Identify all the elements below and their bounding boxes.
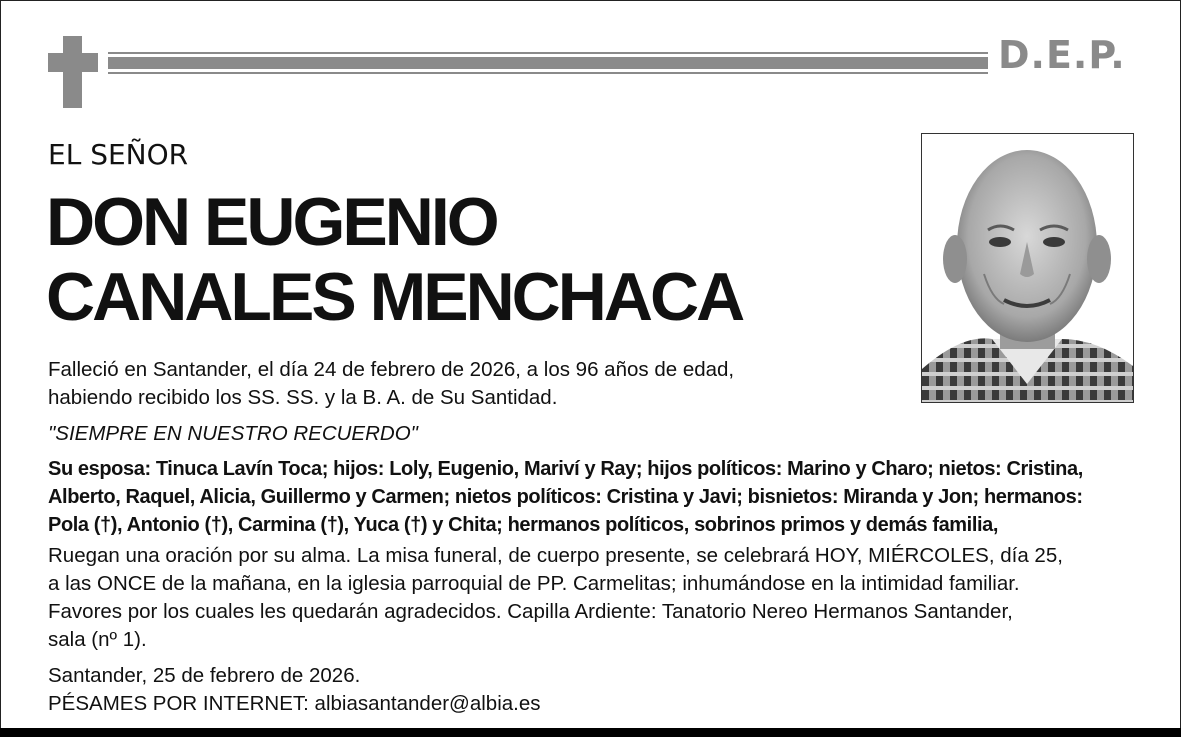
family-list [48, 455, 1083, 539]
ceremony-line: Favores por los cuales les quedarán agradecidos. Capilla Ardiente: Tanatorio Nereo Hermanos Santander, [48, 600, 1013, 623]
deceased-name [46, 184, 743, 338]
death-notice-line: habiendo recibido los SS. SS. y la B. A. de Su Santidad. [48, 386, 558, 409]
portrait-image [922, 134, 1133, 402]
name-line-2: CANALES MENCHACA [46, 259, 743, 335]
header-rule-fill [108, 57, 988, 69]
name-line-1: DON EUGENIO [46, 184, 497, 260]
family-line: Su esposa: Tinuca Lavín Toca; hijos: Loly, Eugenio, Mariví y Ray; hijos políticos: Marino y Charo; nietos: Cristina, [48, 458, 1083, 480]
family-line: Pola (†), Antonio (†), Carmina (†), Yuca (†) y Chita; hermanos políticos, sobrinos primos y demás familia, [48, 514, 999, 536]
cross-icon [63, 36, 82, 108]
footer-date: Santander, 25 de febrero de 2026. [48, 664, 361, 687]
cross-icon-bar [48, 53, 98, 72]
ceremony-line: Ruegan una oración por su alma. La misa funeral, de cuerpo presente, se celebrará HOY, MIÉRCOLES, día 25, [48, 544, 1063, 567]
bottom-rule [0, 728, 1181, 737]
footer [48, 662, 541, 718]
footer-condolences: PÉSAMES POR INTERNET: albiasantander@albia.es [48, 692, 541, 715]
honorific: EL SEÑOR [48, 138, 189, 171]
ceremony-info [48, 542, 1063, 654]
death-notice-line: Falleció en Santander, el día 24 de febrero de 2026, a los 96 años de edad, [48, 358, 735, 381]
death-notice [48, 356, 734, 412]
ceremony-line: sala (nº 1). [48, 628, 147, 651]
ceremony-line: a las ONCE de la mañana, en la iglesia parroquial de PP. Carmelitas; inhumándose en la intimidad familiar. [48, 572, 1020, 595]
dep-label: D.E.P. [998, 33, 1126, 77]
motto: "SIEMPRE EN NUESTRO RECUERDO" [48, 422, 418, 445]
portrait-photo [921, 133, 1134, 403]
family-line: Alberto, Raquel, Alicia, Guillermo y Carmen; nietos políticos: Cristina y Javi; bisnietos: Miranda y Jon; hermanos: [48, 486, 1083, 508]
